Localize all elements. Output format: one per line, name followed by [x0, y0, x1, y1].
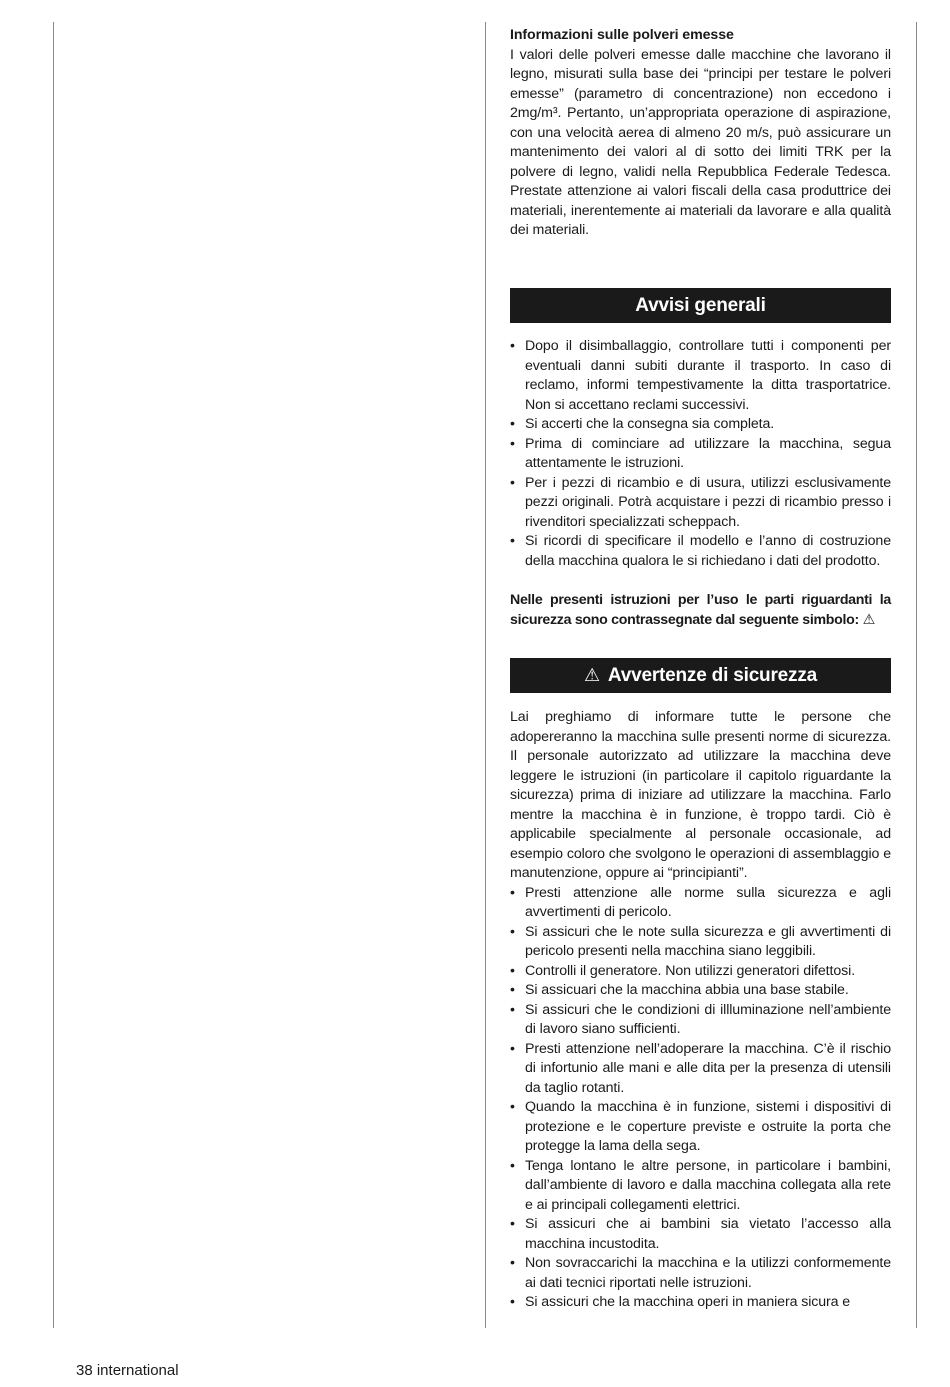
column-rule-left: [53, 22, 54, 1328]
safety-warnings-section: [510, 708, 891, 1313]
dust-heading: Informazioni sulle polveri emesse: [510, 27, 734, 43]
warning-triangle-icon: ⚠: [583, 665, 600, 685]
page-footer: 38 international: [76, 1362, 179, 1379]
dust-section: [510, 26, 891, 241]
column-rule-right: [916, 22, 917, 1328]
general-notices-title: Avvisi generali: [635, 294, 766, 316]
column-rule-middle: [485, 22, 486, 1328]
list-item: • Prima di cominciare ad utilizzare la macchina, segua attentamente le istruzioni.: [510, 435, 891, 474]
general-notices-list: [510, 337, 891, 571]
list-item: • Tenga lontano le altre persone, in particolare i bambini, dall’ambiente di lavoro e dalla macchina collegata alla rete e ai principali collegamenti elettrici.: [510, 1157, 891, 1216]
dust-body: I valori delle polveri emesse dalle macchine che lavorano il legno, misurati sulla base dei “principi per testare le polveri emesse” (parametro di concentrazione) non eccedono i 2mg/m³. Pertanto, un’appropriata operazione di aspirazione, con una velocità aerea di almeno 20 m/s, può assicurare un mantenimento dei valori al di sotto dei limiti TRK per la polvere di legno, validi nella Repubblica Federale Tedesca. Prestate attenzione ai valori fiscali della casa produttrice dei materiali, inerentemente ai materiali da lavorare e alla qualità dei materiali.: [510, 46, 891, 238]
list-item: • Quando la macchina è in funzione, sistemi i dispositivi di protezione e le coperture previste e ostruite la porta che protegge la lama della sega.: [510, 1098, 891, 1157]
list-item: • Si assicuri che ai bambini sia vietato l’accesso alla macchina incustodita.: [510, 1215, 891, 1254]
list-item: • Per i pezzi di ricambio e di usura, utilizzi esclusivamente pezzi originali. Potrà acquistare i pezzi di ricambio presso i rivenditori specializzati scheppach.: [510, 474, 891, 533]
general-notices-section: [510, 337, 891, 630]
general-notices-banner: [510, 288, 891, 323]
list-item: • Si accerti che la consegna sia completa.: [510, 415, 891, 435]
safety-intro: Lai preghiamo di informare tutte le persone che adopereranno la macchina sulle presenti norme di sicurezza. Il personale autorizzato ad utilizzare la macchina deve leggere le istruzioni (in particolare il capitolo riguardante la sicurezza) prima di iniziare ad utilizzare la macchina. Farlo mentre la macchina è in funzione, è troppo tardi. Ciò è applicabile specialmente al personale occasionale, ad esempio coloro che svolgono le operazioni di assemblaggio e manutenzione, oppure ai “principianti”.: [510, 709, 891, 881]
safety-symbol-note: Nelle presenti istruzioni per l’uso le parti riguardanti la sicurezza sono contrassegnate dal seguente simbolo: ⚠: [510, 592, 891, 628]
list-item: • Non sovraccarichi la macchina e la utilizzi conformemente ai dati tecnici riportati nelle istruzioni.: [510, 1254, 891, 1293]
list-item: • Presti attenzione nell’adoperare la macchina. C’è il rischio di infortunio alle mani e alle dita per la presenza di utensili da taglio rotanti.: [510, 1040, 891, 1099]
safety-list: [510, 884, 891, 1313]
safety-warnings-banner: [510, 658, 891, 693]
list-item: • Si assicuri che le note sulla sicurezza e gli avvertimenti di pericolo presenti nella macchina siano leggibili.: [510, 923, 891, 962]
list-item: • Presti attenzione alle norme sulla sicurezza e agli avvertimenti di pericolo.: [510, 884, 891, 923]
list-item: • Si assicuri che le condizioni di illluminazione nell’ambiente di lavoro siano sufficienti.: [510, 1001, 891, 1040]
list-item: • Dopo il disimballaggio, controllare tutti i componenti per eventuali danni subiti durante il trasporto. In caso di reclamo, informi tempestivamente la ditta trasportatrice. Non si accettano reclami successivi.: [510, 337, 891, 415]
list-item: • Controlli il generatore. Non utilizzi generatori difettosi.: [510, 962, 891, 982]
list-item: • Si assicuri che la macchina operi in maniera sicura e: [510, 1293, 891, 1313]
list-item: • Si ricordi di specificare il modello e l’anno di costruzione della macchina qualora le si richiedano i dati del prodotto.: [510, 532, 891, 571]
list-item: • Si assicuari che la macchina abbia una base stabile.: [510, 981, 891, 1001]
safety-warnings-title: Avvertenze di sicurezza: [607, 664, 817, 686]
warning-triangle-icon: ⚠: [862, 611, 876, 628]
